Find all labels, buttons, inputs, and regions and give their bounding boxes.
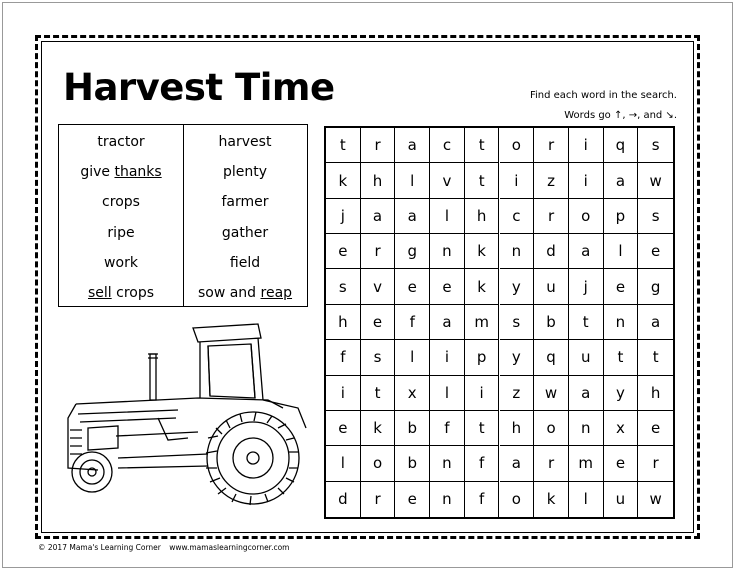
- grid-cell: j: [326, 199, 361, 234]
- grid-cell: r: [534, 128, 569, 163]
- grid-cell: p: [604, 199, 639, 234]
- grid-cell: k: [465, 269, 500, 304]
- grid-cell: h: [638, 376, 673, 411]
- word-bank-right-column: [183, 125, 307, 306]
- grid-cell: i: [569, 128, 604, 163]
- grid-cell: a: [569, 376, 604, 411]
- grid-cell: e: [326, 411, 361, 446]
- grid-cell: o: [361, 446, 396, 481]
- grid-cell: r: [534, 446, 569, 481]
- grid-cell: l: [430, 376, 465, 411]
- grid-cell: e: [604, 269, 639, 304]
- grid-cell: f: [430, 411, 465, 446]
- grid-cell: a: [569, 234, 604, 269]
- grid-cell: o: [534, 411, 569, 446]
- grid-cell: l: [430, 199, 465, 234]
- grid-cell: u: [534, 269, 569, 304]
- word-bank-item: sow and reap: [197, 285, 293, 301]
- grid-cell: k: [361, 411, 396, 446]
- grid-cell: a: [395, 128, 430, 163]
- word-bank-item: tractor: [97, 134, 145, 150]
- grid-cell: e: [326, 234, 361, 269]
- grid-cell: e: [638, 234, 673, 269]
- grid-cell: q: [534, 340, 569, 375]
- grid-cell: o: [500, 128, 535, 163]
- grid-cell: g: [638, 269, 673, 304]
- grid-cell: a: [604, 163, 639, 198]
- grid-cell: v: [430, 163, 465, 198]
- grid-cell: f: [326, 340, 361, 375]
- grid-cell: t: [465, 411, 500, 446]
- grid-cell: f: [395, 305, 430, 340]
- grid-cell: n: [569, 411, 604, 446]
- grid-cell: t: [361, 376, 396, 411]
- grid-cell: a: [430, 305, 465, 340]
- grid-cell: l: [326, 446, 361, 481]
- grid-cell: z: [534, 163, 569, 198]
- grid-cell: l: [604, 234, 639, 269]
- grid-cell: m: [569, 446, 604, 481]
- word-bank-item: crops: [102, 194, 140, 211]
- grid-cell: q: [604, 128, 639, 163]
- grid-cell: y: [500, 269, 535, 304]
- grid-cell: k: [326, 163, 361, 198]
- grid-cell: y: [500, 340, 535, 375]
- word-bank-item: plenty: [222, 164, 268, 181]
- grid-cell: v: [361, 269, 396, 304]
- instruction-line-1: Find each word in the search.: [529, 90, 677, 101]
- word-bank-item: gather: [221, 224, 269, 241]
- grid-cell: l: [569, 482, 604, 517]
- grid-cell: g: [395, 234, 430, 269]
- word-search-grid: [324, 126, 675, 519]
- grid-cell: o: [500, 482, 535, 517]
- grid-cell: u: [604, 482, 639, 517]
- grid-cell: n: [430, 482, 465, 517]
- word-bank-item: work: [104, 254, 138, 271]
- grid-cell: n: [430, 446, 465, 481]
- grid-cell: s: [638, 199, 673, 234]
- copyright-text: © 2017 Mama's Learning Corner: [38, 543, 161, 552]
- grid-cell: b: [395, 446, 430, 481]
- grid-cell: a: [500, 446, 535, 481]
- word-bank-item: farmer: [221, 194, 269, 211]
- grid-cell: i: [569, 163, 604, 198]
- grid-cell: n: [430, 234, 465, 269]
- grid-cell: w: [638, 163, 673, 198]
- page-title: Harvest Time: [63, 66, 335, 109]
- word-bank-item: ripe: [107, 224, 135, 241]
- grid-cell: s: [361, 340, 396, 375]
- grid-cell: k: [465, 234, 500, 269]
- grid-cell: n: [604, 305, 639, 340]
- grid-cell: o: [569, 199, 604, 234]
- grid-cell: y: [604, 376, 639, 411]
- grid-cell: f: [465, 446, 500, 481]
- grid-cell: s: [326, 269, 361, 304]
- grid-cell: i: [465, 376, 500, 411]
- grid-cell: r: [361, 482, 396, 517]
- word-bank-item: harvest: [218, 134, 272, 150]
- grid-cell: w: [534, 376, 569, 411]
- grid-cell: w: [649, 490, 662, 509]
- instruction-line-2: Words go ↑, →, and ↘.: [564, 110, 677, 121]
- footer: [38, 543, 295, 552]
- grid-cell: l: [395, 340, 430, 375]
- grid-cell: h: [465, 199, 500, 234]
- tractor-illustration: [58, 318, 320, 508]
- grid-cell: b: [395, 411, 430, 446]
- grid-cell: h: [500, 411, 535, 446]
- grid-cell: t: [465, 163, 500, 198]
- grid-cell: c: [500, 199, 535, 234]
- grid-cell: e: [604, 446, 639, 481]
- grid-cell: x: [604, 411, 639, 446]
- word-bank-item: give thanks: [80, 164, 162, 181]
- grid-cell: e: [430, 269, 465, 304]
- grid-cell: k: [534, 482, 569, 517]
- grid-cell: n: [500, 234, 535, 269]
- word-bank-left-column: [59, 125, 184, 306]
- grid-cell: h: [326, 305, 361, 340]
- grid-cell: b: [534, 305, 569, 340]
- word-bank-item: field: [229, 254, 261, 271]
- grid-cell: i: [430, 340, 465, 375]
- grid-cell: s: [500, 305, 535, 340]
- grid-cell: j: [569, 269, 604, 304]
- grid-cell: r: [361, 128, 396, 163]
- grid-cell: e: [361, 305, 396, 340]
- word-bank-item: sell crops: [87, 285, 155, 301]
- grid-cell: t: [604, 340, 639, 375]
- grid-cell: t: [465, 128, 500, 163]
- website-url: www.mamaslearningcorner.com: [169, 543, 290, 552]
- grid-cell: a: [361, 199, 396, 234]
- grid-cell: m: [465, 305, 500, 340]
- grid-cell: e: [395, 269, 430, 304]
- grid-cell: i: [500, 163, 535, 198]
- grid-cell: l: [395, 163, 430, 198]
- grid-cell: u: [569, 340, 604, 375]
- grid-cell: z: [500, 376, 535, 411]
- grid-cell: r: [361, 234, 396, 269]
- grid-cell: a: [395, 199, 430, 234]
- grid-cell: a: [638, 305, 673, 340]
- grid-cell: t: [638, 340, 673, 375]
- grid-cell: d: [326, 482, 361, 517]
- word-bank: [58, 124, 308, 307]
- grid-cell: f: [465, 482, 500, 517]
- grid-cell: r: [638, 446, 673, 481]
- grid-cell: h: [361, 163, 396, 198]
- grid-cell: r: [534, 199, 569, 234]
- grid-cell: c: [430, 128, 465, 163]
- grid-cell: x: [395, 376, 430, 411]
- grid-cell: e: [638, 411, 673, 446]
- grid-cell: d: [534, 234, 569, 269]
- grid-cell: p: [465, 340, 500, 375]
- grid-cell: s: [638, 128, 673, 163]
- grid-cell: t: [569, 305, 604, 340]
- grid-cell: i: [326, 376, 361, 411]
- grid-cell: t: [326, 128, 361, 163]
- grid-cell: e: [395, 482, 430, 517]
